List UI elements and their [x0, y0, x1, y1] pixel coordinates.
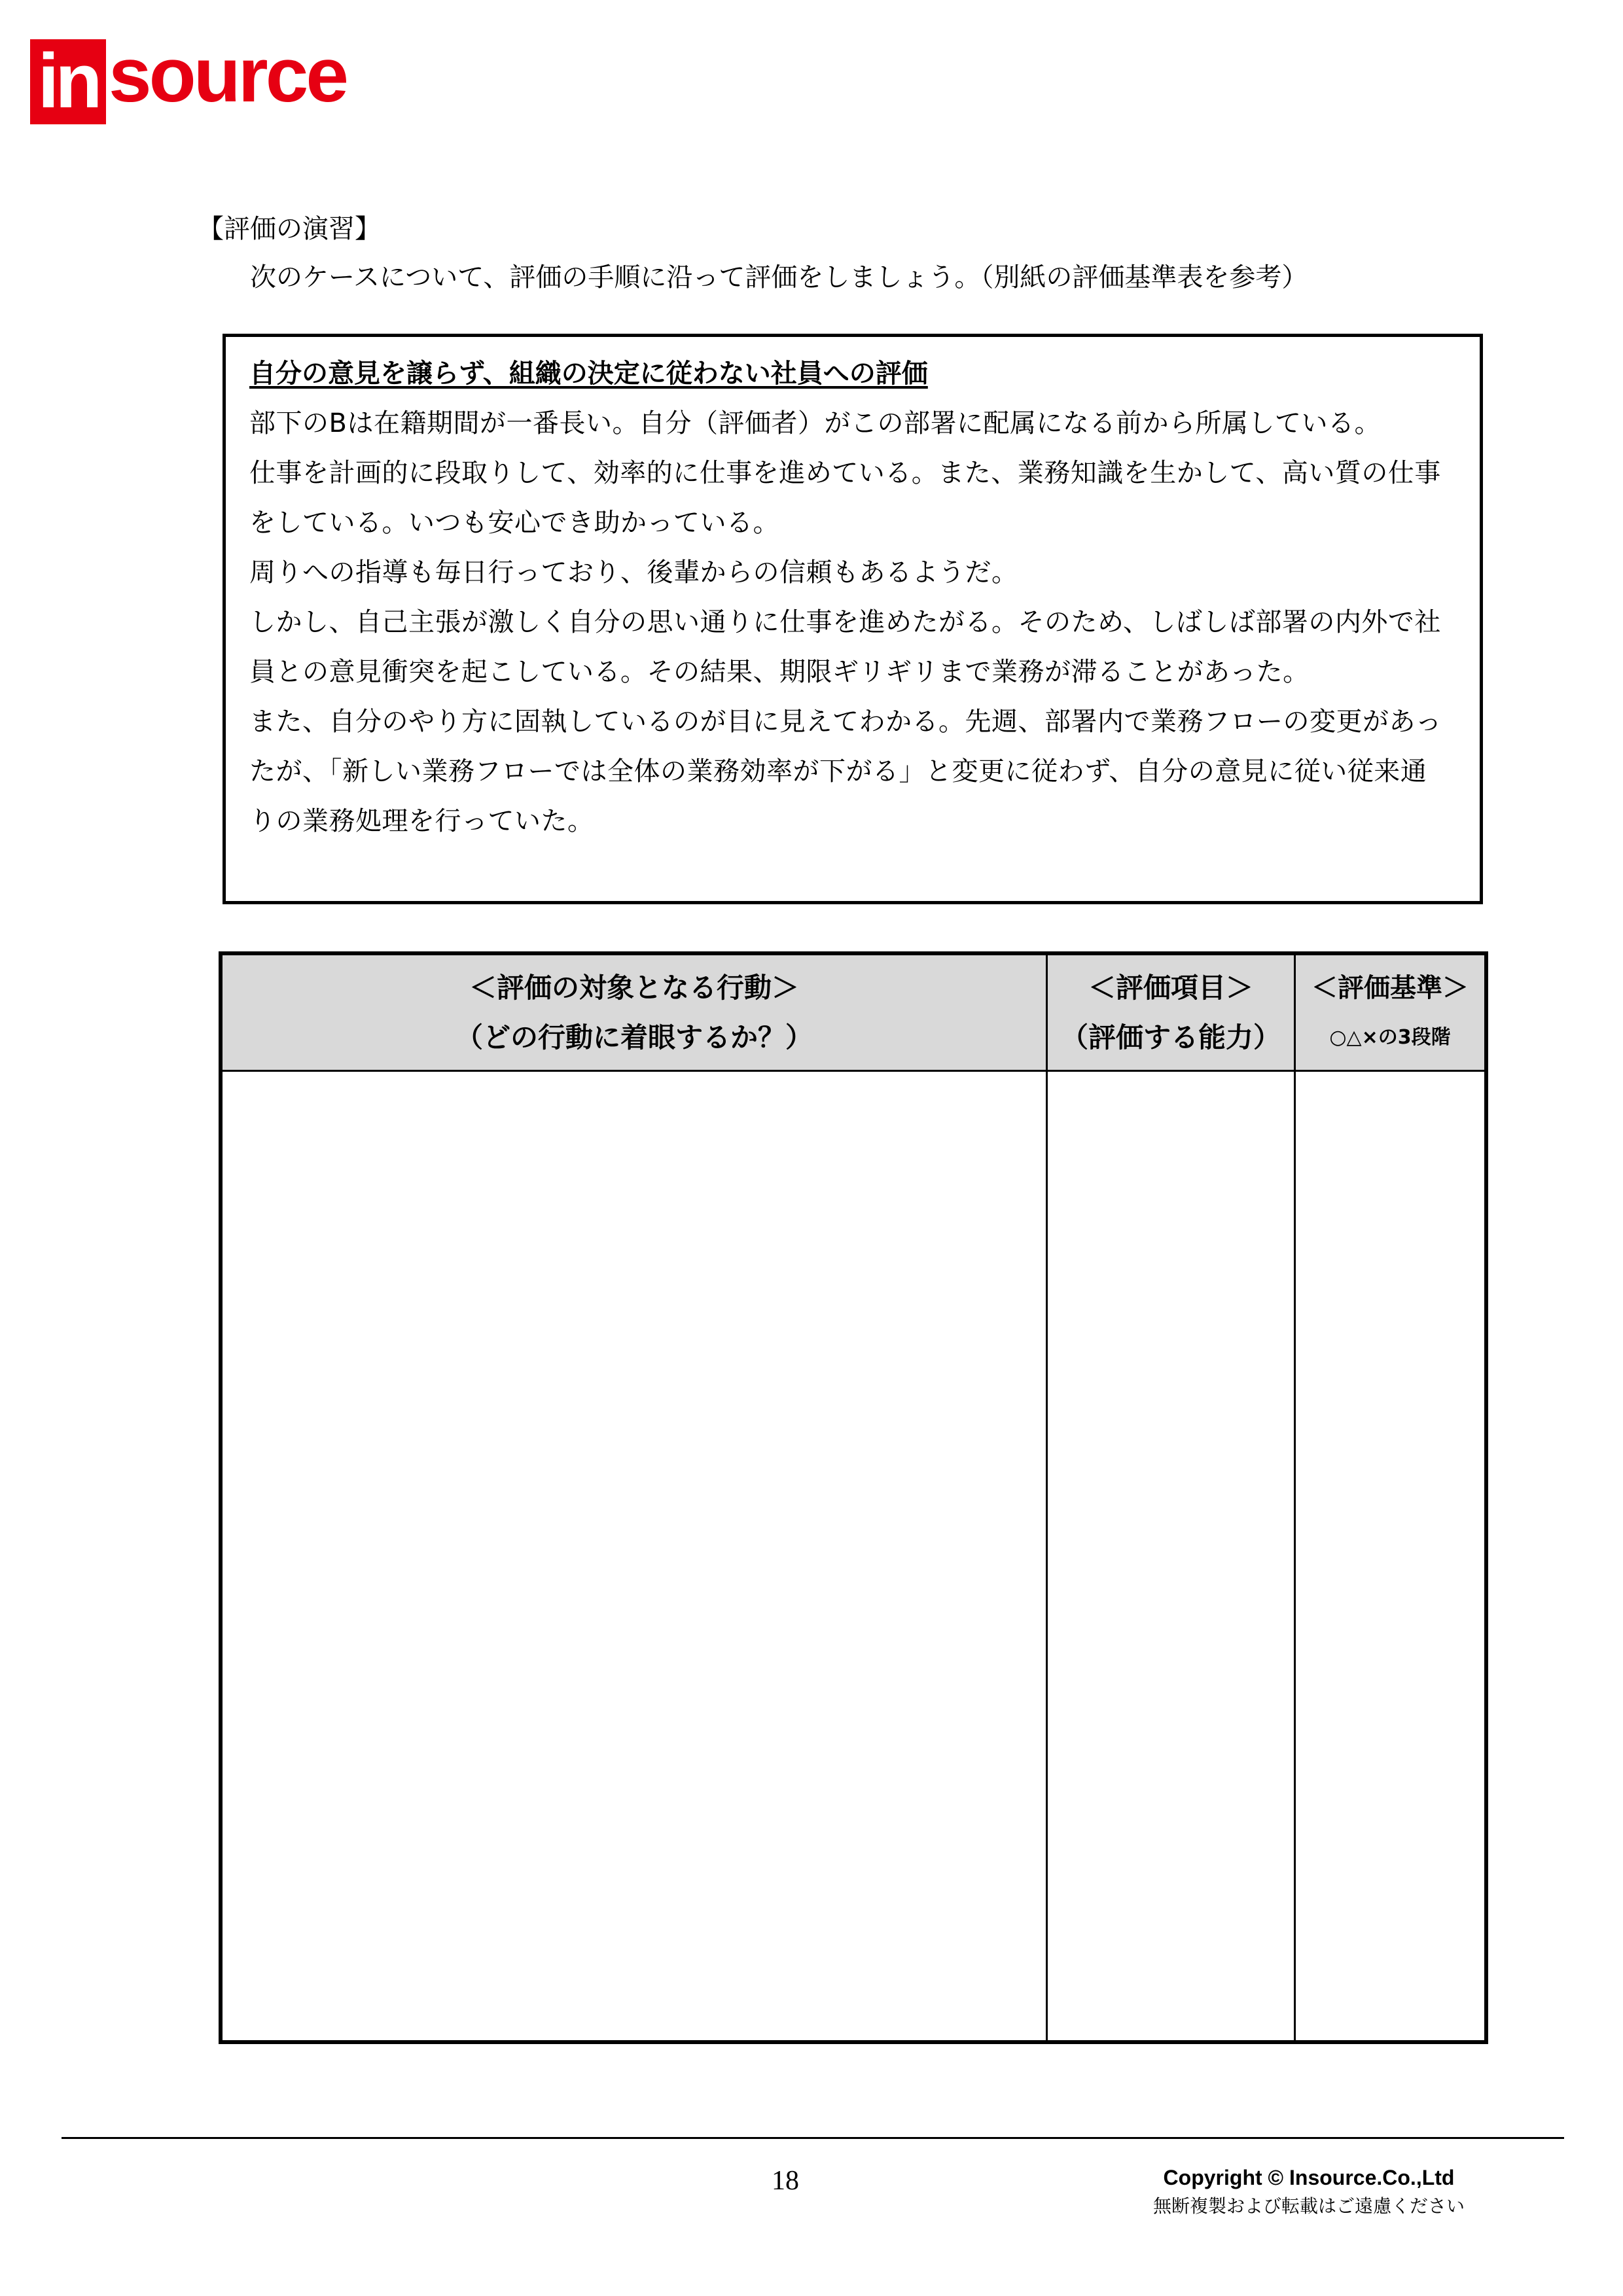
case-line: 部下のBは在籍期間が一番長い。自分（評価者）がこの部署に配属になる前から所属している。 — [249, 408, 1381, 438]
case-title: 自分の意見を譲らず、組織の決定に従わない社員への評価 — [249, 359, 928, 389]
answer-cell-item[interactable] — [1048, 1072, 1296, 2040]
header-evaluation-criteria — [1296, 955, 1484, 1072]
case-line: をしている。いつも安心でき助かっている。 — [249, 508, 779, 538]
instruction-text: 次のケースについて、評価の手順に沿って評価をしましょう。（別紙の評価基準表を参考） — [250, 262, 1308, 292]
case-line: たが、「新しい業務フローでは全体の業務効率が下がる」と変更に従わず、自分の意見に従い従来通 — [249, 756, 1427, 786]
footer-divider — [62, 2137, 1564, 2139]
insource-logo — [30, 32, 346, 124]
logo-in-block: in — [30, 39, 106, 124]
reproduction-notice: 無断複製および転載はご遠慮ください — [1152, 2195, 1465, 2217]
case-line: しかし、自己主張が激しく自分の思い通りに仕事を進めたがる。そのため、しばしば部署の内外で社 — [249, 607, 1441, 637]
header-line: （評価する能力） — [1060, 1021, 1281, 1053]
header-line: ＜評価項目＞ — [1088, 971, 1253, 1004]
case-line: 仕事を計画的に段取りして、効率的に仕事を進めている。また、業務知識を生かして、高い質の仕事 — [249, 458, 1441, 488]
header-line: ○△×の3段階 — [1329, 1025, 1451, 1049]
case-line: 周りへの指導も毎日行っており、後輩からの信頼もあるようだ。 — [249, 557, 1018, 588]
header-evaluation-item — [1048, 955, 1296, 1072]
header-line: （どの行動に着眼するか？） — [455, 1021, 813, 1053]
section-title: 【評価の演習】 — [198, 214, 381, 244]
header-line: ＜評価の対象となる行動＞ — [469, 971, 799, 1004]
answer-cell-behavior[interactable] — [223, 1072, 1048, 2040]
logo-source-text: source — [109, 32, 346, 118]
evaluation-table — [219, 951, 1488, 2044]
answer-cell-criteria[interactable] — [1296, 1072, 1484, 2040]
header-line: ＜評価基準＞ — [1311, 972, 1469, 1003]
page-number: 18 — [772, 2166, 799, 2196]
case-box — [223, 334, 1483, 904]
header-target-behavior — [223, 955, 1048, 1072]
copyright-text: Copyright © Insource.Co.,Ltd — [1163, 2166, 1455, 2189]
case-line: 員との意見衝突を起こしている。その結果、期限ギリギリまで業務が滞ることがあった。 — [249, 657, 1310, 687]
case-line: りの業務処理を行っていた。 — [249, 806, 594, 836]
case-line: また、自分のやり方に固執しているのが目に見えてわかる。先週、部署内で業務フローの変更があっ — [249, 707, 1442, 737]
